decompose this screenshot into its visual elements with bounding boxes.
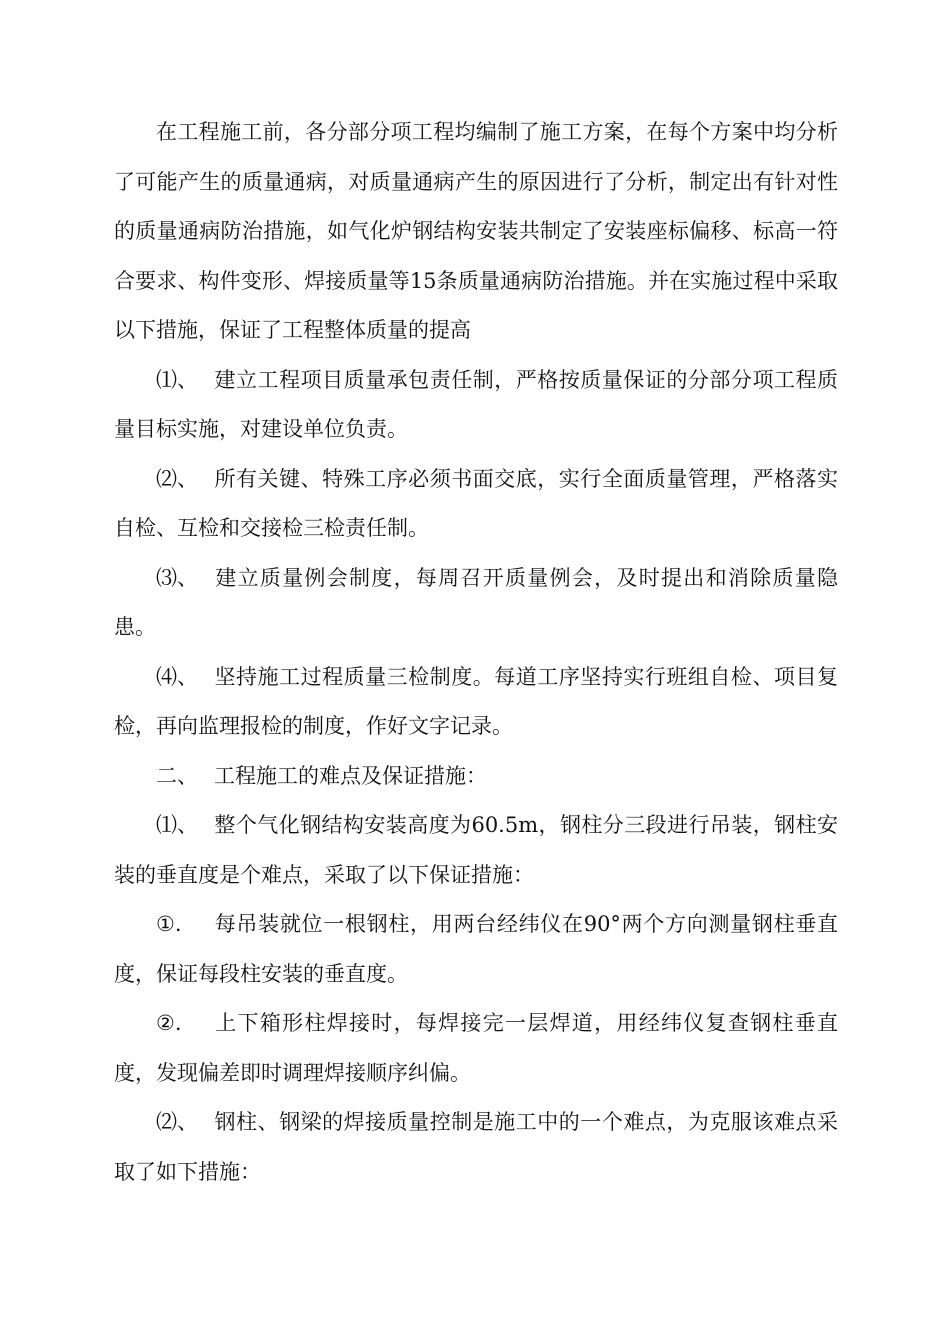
section-marker: 二、 [156,763,198,788]
paragraph-text: 在工程施工前，各分部分项工程均编制了施工方案，在每个方案中均分析了可能产生的质量通病，对质量通病产生的原因进行了分析，制定出有针对性的质量通病防治措施，如气化炉钢结构安装共制定了安装座标偏移、标高一符合要求、构件变形、焊接质量等15条质量通病防治措施。并在实施过程中采取以下措施，保证了工程整体质量的提高 [114,120,838,342]
item-marker: ⑴、 [156,813,198,837]
section-title: 工程施工的难点及保证措施： [214,763,487,788]
subitem-marker: ①. [156,912,182,936]
item-marker: ⑷、 [156,664,198,689]
paragraph-intro [114,108,838,356]
paragraph-item-3 [114,554,838,653]
paragraph-item-4 [114,653,838,752]
paragraph-item-2 [114,455,838,554]
paragraph-item-1 [114,356,838,455]
section-heading [114,752,838,802]
paragraph-difficulty-2 [114,1098,838,1197]
paragraph-text: 建立工程项目质量承包责任制，严格按质量保证的分部分项工程质量目标实施，对建设单位负责。 [114,367,838,441]
paragraph-text: 每吊装就位一根钢柱，用两台经纬仪在90°两个方向测量钢柱垂直度，保证每段柱安装的垂直度。 [114,912,838,986]
document-body [114,108,838,1197]
paragraph-text: 钢柱、钢梁的焊接质量控制是施工中的一个难点，为克服该难点采取了如下措施： [114,1110,838,1184]
paragraph-text: 坚持施工过程质量三检制度。每道工序坚持实行班组自检、项目复检，再向监理报检的制度，作好文字记录。 [114,664,838,738]
item-marker: ⑵、 [156,466,198,491]
paragraph-text: 上下箱形柱焊接时，每焊接完一层焊道，用经纬仪复查钢柱垂直度，发现偏差即时调理焊接顺序纠偏。 [114,1011,838,1085]
subitem-marker: ②. [156,1011,182,1035]
item-marker: ⑶、 [156,565,198,590]
item-marker: ⑴、 [156,367,198,392]
item-marker: ⑵、 [156,1110,198,1134]
paragraph-text: 整个气化钢结构安装高度为60.5m，钢柱分三段进行吊装，钢柱安装的垂直度是个难点，采取了以下保证措施： [114,813,838,887]
paragraph-text: 所有关键、特殊工序必须书面交底，实行全面质量管理，严格落实自检、互检和交接检三检责任制。 [114,466,838,540]
paragraph-text: 建立质量例会制度，每周召开质量例会，及时提出和消除质量隐患。 [114,565,838,639]
paragraph-subitem-2 [114,999,838,1098]
paragraph-subitem-1 [114,900,838,999]
paragraph-difficulty-1 [114,801,838,900]
